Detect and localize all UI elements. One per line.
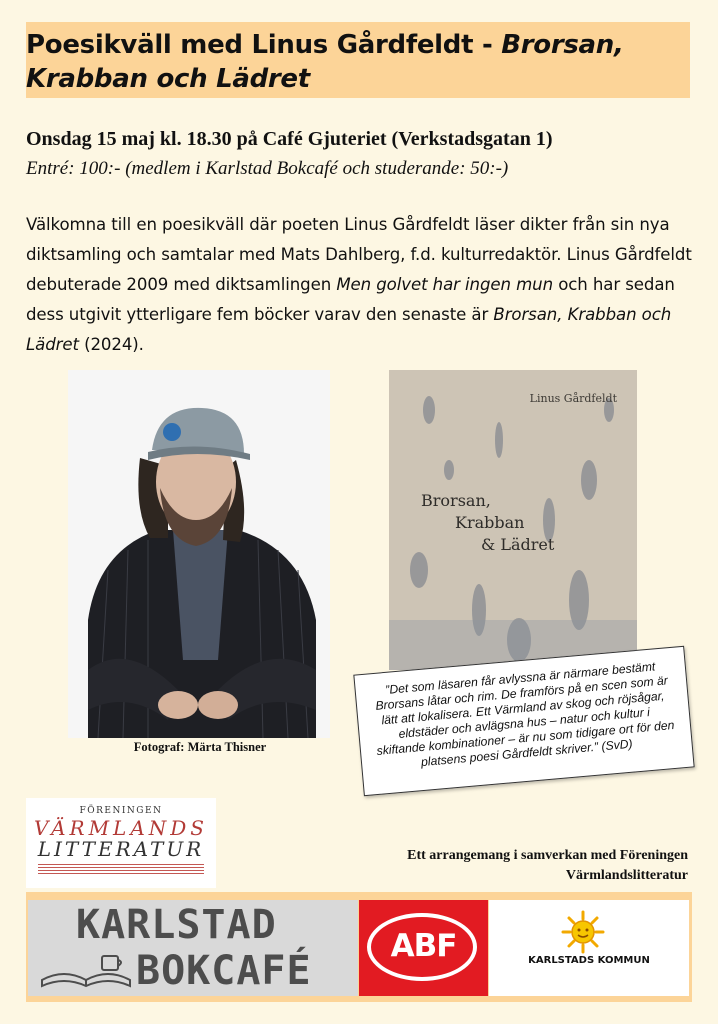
sun-icon <box>561 910 605 954</box>
collaboration-line-1: Ett arrangemang i samverkan med Föreningen <box>407 848 688 863</box>
description-part-1: Välkomna till en poesikväll där poeten Linus Gårdfeldt läser dikter från sin nya diktsamling och samtalar med Mats Dahlberg, f.d. kulturredaktör. Linus Gårdfeldt debuterade 2009 med diktsamlingen <box>26 215 692 294</box>
kb-logo-line-1: KARLSTAD <box>76 902 277 948</box>
event-date-venue: Onsdag 15 maj kl. 18.30 på Café Gjuteriet (Verkstadsgatan 1) <box>26 128 553 150</box>
open-book-icon <box>38 950 134 990</box>
varmlands-litteratur-logo <box>26 798 216 888</box>
description-part-3: (2024). <box>84 335 144 354</box>
author-photo <box>68 370 330 738</box>
title-main: Poesikväll med Linus Gårdfeldt - <box>26 30 493 60</box>
vl-logo-line-2: LITTERATUR <box>37 837 205 861</box>
description-debut-title: Men golvet har ingen mun <box>336 275 553 294</box>
book-title-line: Brorsan, <box>421 491 491 510</box>
abf-logo <box>359 900 488 996</box>
kk-logo-text: KARLSTADS KOMMUN <box>528 955 650 966</box>
book-cover <box>389 370 637 670</box>
book-author: Linus Gårdfeldt <box>529 392 617 405</box>
book-title <box>421 490 554 556</box>
abf-logo-text: ABF <box>390 928 457 964</box>
book-title-line: Krabban <box>455 513 525 532</box>
vl-logo-small-text: FÖRENINGEN <box>79 806 163 816</box>
description-part-2: och har sedan dess utgivit ytterligare fem böcker varav den senaste är <box>26 275 675 324</box>
page-title <box>26 28 686 96</box>
collaboration-note <box>328 846 688 886</box>
karlstad-bokcafe-logo <box>28 900 358 996</box>
photo-caption: Fotograf: Märta Thisner <box>133 740 267 754</box>
vl-logo-stripes <box>38 864 204 876</box>
description-latest-title: Brorsan, Krabban och Lädret <box>26 305 672 354</box>
book-title-line: & Lädret <box>481 535 555 554</box>
karlstads-kommun-logo <box>489 900 689 996</box>
event-description <box>26 210 692 360</box>
kb-logo-line-2: BOKCAFÉ <box>136 948 312 994</box>
title-book-name: Brorsan, Krabban och Lädret <box>26 30 624 94</box>
review-quote-text: ”Det som läsaren får avlyssna är närmare bestämt Brorsans låtar och rim. De framförs på en scen som är lätt att lokalisera. Ett Värmland av skog och röjsågar, eldstäder och avlägsna hus – natur och kultur i skiftande kombinationer – är nu som tidigare ort för den platsens poesi Gårdfeldt skriver.” (SvD) <box>374 659 675 770</box>
collaboration-line-2: Värmlandslitteratur <box>565 868 688 883</box>
vl-logo-line-1: VÄRMLANDS <box>33 816 209 840</box>
author-portrait-illustration <box>68 370 330 738</box>
event-entry-fee: Entré: 100:- (medlem i Karlstad Bokcafé och studerande: 50:-) <box>26 158 509 179</box>
